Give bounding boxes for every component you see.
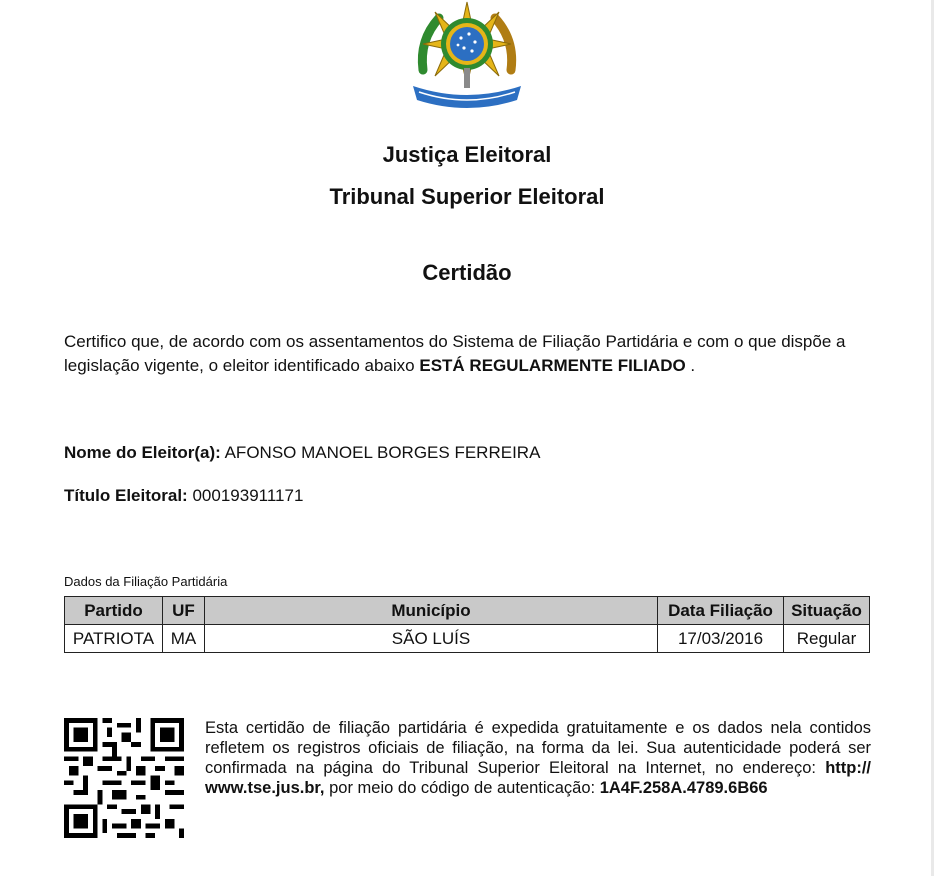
voter-title-value: 000193911171 <box>192 486 304 505</box>
cell-partido: PATRIOTA <box>65 625 163 653</box>
voter-name-label: Nome do Eleitor(a): <box>64 443 221 462</box>
affiliation-status: ESTÁ REGULARMENTE FILIADO <box>419 356 686 375</box>
organization-heading: Justiça Eleitoral <box>382 142 552 167</box>
cell-situacao: Regular <box>784 625 870 653</box>
cell-data-filiacao: 17/03/2016 <box>658 625 784 653</box>
qr-code-icon[interactable] <box>64 718 184 838</box>
table-header-row <box>65 597 870 625</box>
cell-municipio: SÃO LUÍS <box>205 625 658 653</box>
voter-title-label: Título Eleitoral: <box>64 486 188 505</box>
header-municipio: Município <box>205 597 658 625</box>
cell-uf: MA <box>163 625 205 653</box>
auth-text-1: Esta certidão de filiação partidária é expedida gratuitamente e os dados nela contidos refletem os registros oficiais de filiação, na forma da lei. Sua autenticidade poderá ser confirmada na página do Tribunal Superior Eleitoral na Internet, no endereço: <box>205 719 871 777</box>
affiliation-table-caption: Dados da Filiação Partidária <box>64 574 228 589</box>
header-partido: Partido <box>65 597 163 625</box>
tse-url-link[interactable]: http:// www.tse.jus.br, <box>205 759 871 797</box>
document-title: Certidão <box>422 260 512 285</box>
header-situacao: Situação <box>784 597 870 625</box>
certification-paragraph <box>64 330 874 378</box>
header-data-filiacao: Data Filiação <box>658 597 784 625</box>
table-row <box>65 625 870 653</box>
voter-name-value: AFONSO MANOEL BORGES FERREIRA <box>224 443 541 462</box>
auth-text-2: por meio do código de autenticação: <box>329 779 596 797</box>
voter-title-field <box>64 486 303 506</box>
court-heading: Tribunal Superior Eleitoral <box>329 184 605 209</box>
status-end: . <box>685 356 696 375</box>
voter-name-field <box>64 443 540 463</box>
certify-text: Certifico que, de acordo com os assentamentos do Sistema de Filiação Partidária e com o que dispõe a legislação vigente, o eleitor identificado abaixo <box>64 332 846 375</box>
header-uf: UF <box>163 597 205 625</box>
brazil-coat-of-arms-icon <box>409 0 525 112</box>
authentication-code: 1A4F.258A.4789.6B66 <box>599 779 768 797</box>
affiliation-table <box>64 596 870 653</box>
authentication-notice <box>205 718 871 798</box>
